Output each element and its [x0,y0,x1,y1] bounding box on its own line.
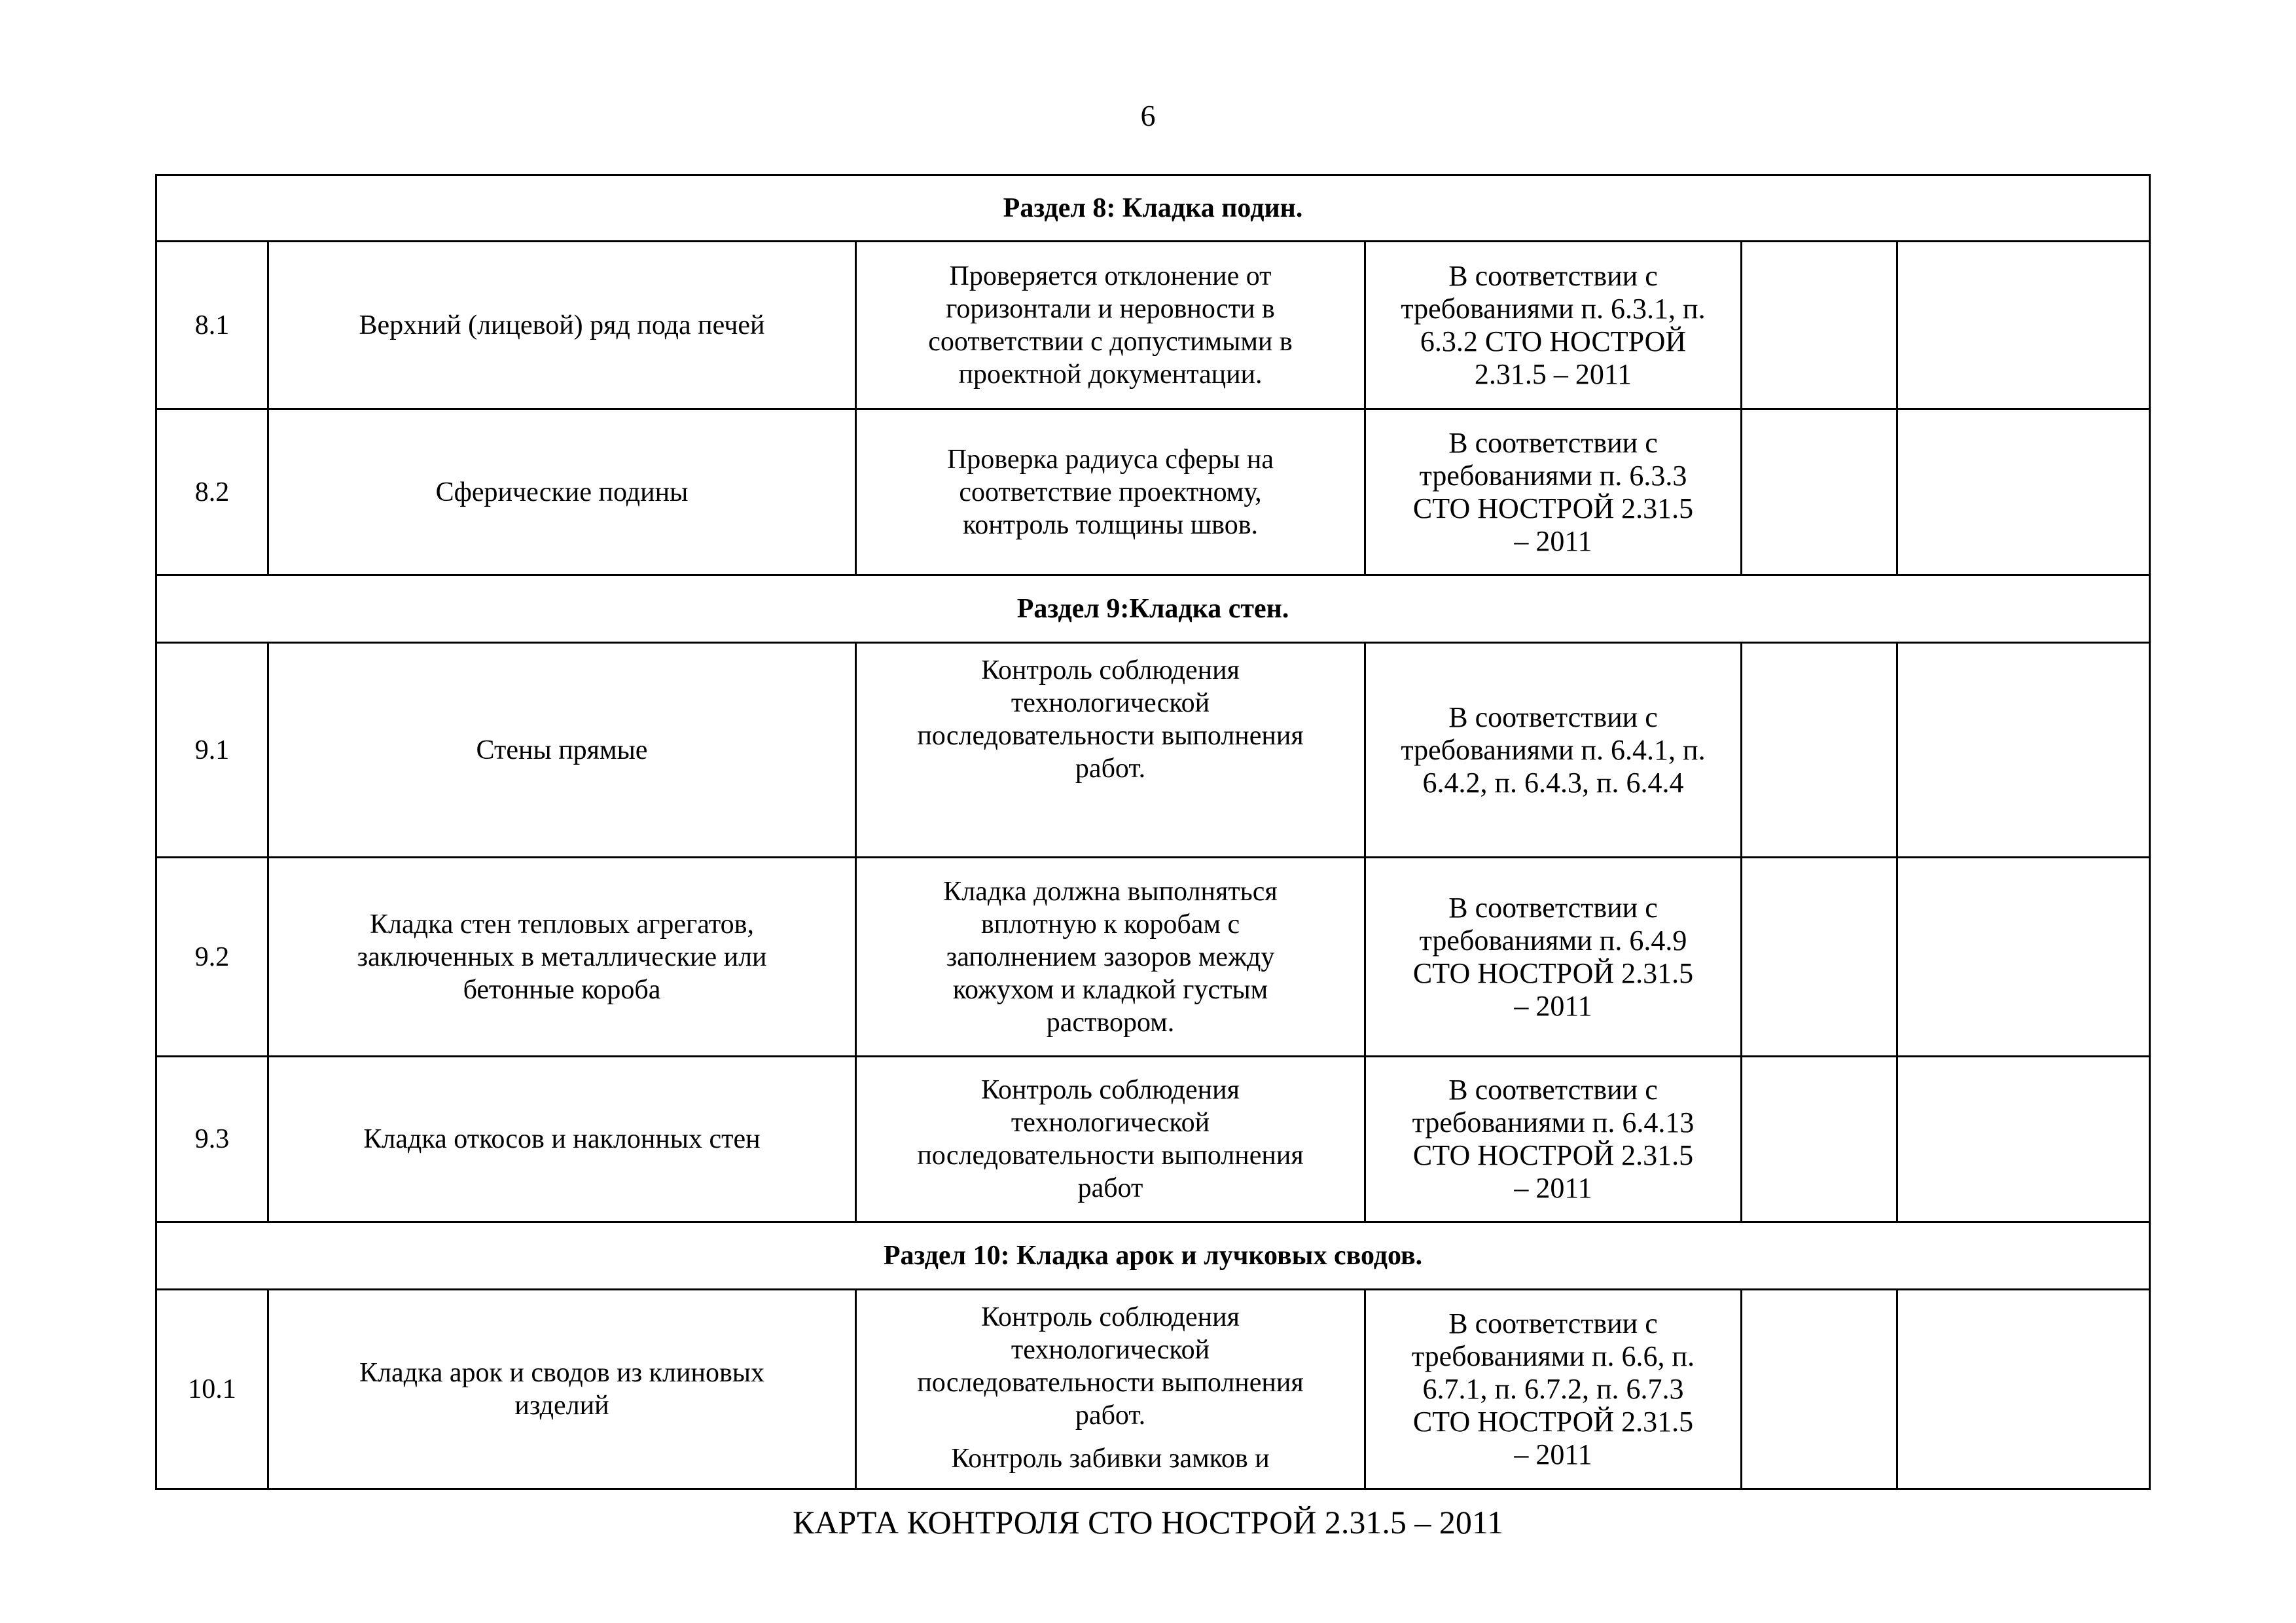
extra-cell-2 [1897,1057,2150,1222]
extra-cell-2 [1897,858,2150,1057]
item-name [268,1290,856,1489]
check-description [856,409,1365,575]
check-line: Кладка должна выполняться [943,876,1278,907]
extra-cell-2 [1897,643,2150,858]
extra-cell-1 [1742,1057,1897,1222]
check-description [856,858,1365,1057]
reference-line: 6.7.1, п. 6.7.2, п. 6.7.3 [1422,1373,1684,1405]
extra-cell-1 [1742,643,1897,858]
check-line: заполнением зазоров между [946,941,1275,972]
reference-line: требованиями п. 6.3.1, п. [1401,292,1706,325]
item-name: Верхний (лицевой) ряд пода печей [268,242,856,409]
reference-line: – 2011 [1514,524,1592,557]
reference-line: 2.31.5 – 2011 [1474,357,1632,390]
table-row [156,858,2150,1057]
check-line: Контроль соблюдения [981,655,1240,685]
check-description [856,1290,1365,1489]
item-number: 8.2 [156,409,268,575]
item-name: Кладка откосов и наклонных стен [268,1057,856,1222]
item-name-line: бетонные короба [463,974,661,1005]
check-line: работ. [1075,1400,1146,1431]
check-description [856,242,1365,409]
extra-cell-2 [1897,1290,2150,1489]
check-line: кожухом и кладкой густым [952,974,1268,1005]
check-line: работ [1077,1173,1143,1203]
item-number: 9.2 [156,858,268,1057]
reference [1365,643,1742,858]
reference-line: В соответствии с [1448,426,1658,459]
extra-cell-1 [1742,409,1897,575]
check-line: Проверка радиуса сферы на [946,444,1274,475]
reference-line: требованиями п. 6.4.1, п. [1401,733,1706,766]
reference-line: требованиями п. 6.6, п. [1411,1340,1695,1372]
section-title: Раздел 8: Кладка подин. [156,175,2150,242]
check-line: последовательности выполнения [917,1140,1304,1171]
reference-line: СТО НОСТРОЙ 2.31.5 [1412,1406,1694,1438]
extra-cell-1 [1742,858,1897,1057]
reference-line: СТО НОСТРОЙ 2.31.5 [1412,492,1694,524]
extra-cell-2 [1897,409,2150,575]
item-name: Стены прямые [268,643,856,858]
table-row [156,1290,2150,1489]
check-line: Проверяется отклонение от [949,261,1272,291]
section-row [156,575,2150,643]
extra-cell-1 [1742,242,1897,409]
item-name-line: Кладка арок и сводов из клиновых [359,1358,765,1388]
check-line: последовательности выполнения [917,721,1304,751]
item-name [268,858,856,1057]
reference-line: требованиями п. 6.3.3 [1419,459,1687,492]
reference-line: – 2011 [1514,1438,1592,1470]
section-title: Раздел 10: Кладка арок и лучковых сводов. [156,1222,2150,1290]
check-line: последовательности выполнения [917,1368,1304,1398]
table-row [156,1057,2150,1222]
check-line: технологической [1011,688,1210,718]
reference-line: В соответствии с [1448,891,1658,924]
extra-cell-1 [1742,1290,1897,1489]
reference [1365,242,1742,409]
reference-line: требованиями п. 6.4.9 [1419,924,1687,957]
item-name-line: изделий [514,1391,609,1421]
table-row [156,643,2150,858]
check-line: соответствии с допустимыми в [928,326,1293,357]
reference [1365,409,1742,575]
reference [1365,1290,1742,1489]
section-row [156,175,2150,242]
check-line: контроль толщины швов. [962,509,1259,540]
check-line: работ. [1075,754,1146,784]
table-row [156,242,2150,409]
item-name-line: Кладка стен тепловых агрегатов, [370,909,754,939]
item-number: 10.1 [156,1290,268,1489]
reference-line: требованиями п. 6.4.13 [1412,1106,1695,1139]
check-description [856,643,1365,858]
extra-cell-2 [1897,242,2150,409]
reference-line: 6.3.2 СТО НОСТРОЙ [1420,325,1687,357]
item-number: 9.3 [156,1057,268,1222]
check-line: проектной документации. [958,359,1263,390]
section-title: Раздел 9:Кладка стен. [156,575,2150,643]
reference-line: В соответствии с [1448,1307,1658,1340]
reference-line: СТО НОСТРОЙ 2.31.5 [1412,957,1694,989]
section-row [156,1222,2150,1290]
document-footer: КАРТА КОНТРОЛЯ СТО НОСТРОЙ 2.31.5 – 2011 [792,1504,1504,1541]
reference-line: В соответствии с [1448,1074,1658,1106]
reference-line: СТО НОСТРОЙ 2.31.5 [1412,1139,1694,1171]
reference-line: 6.4.2, п. 6.4.3, п. 6.4.4 [1422,766,1684,799]
reference-line: В соответствии с [1448,259,1658,292]
check-description [856,1057,1365,1222]
check-line: технологической [1011,1335,1210,1365]
check-line: соответствие проектному, [959,477,1262,507]
check-line: вплотную к коробам с [980,909,1240,939]
reference [1365,858,1742,1057]
check-line: Контроль соблюдения [981,1075,1240,1105]
item-name: Сферические подины [268,409,856,575]
reference-line: – 2011 [1514,1172,1592,1204]
reference-line: В соответствии с [1448,701,1658,733]
control-table [155,174,2151,1490]
reference [1365,1057,1742,1222]
page-number: 6 [1140,99,1156,132]
table-row [156,409,2150,575]
check-line: технологической [1011,1108,1210,1138]
check-line: Контроль соблюдения [981,1302,1240,1332]
item-number: 9.1 [156,643,268,858]
check-line: раствором. [1046,1007,1175,1038]
item-number: 8.1 [156,242,268,409]
check-line: горизонтали и неровности в [946,293,1275,324]
item-name-line: заключенных в металлические или [357,941,767,972]
reference-line: – 2011 [1514,989,1592,1022]
check-continued-line: Контроль забивки замков и [951,1444,1270,1474]
